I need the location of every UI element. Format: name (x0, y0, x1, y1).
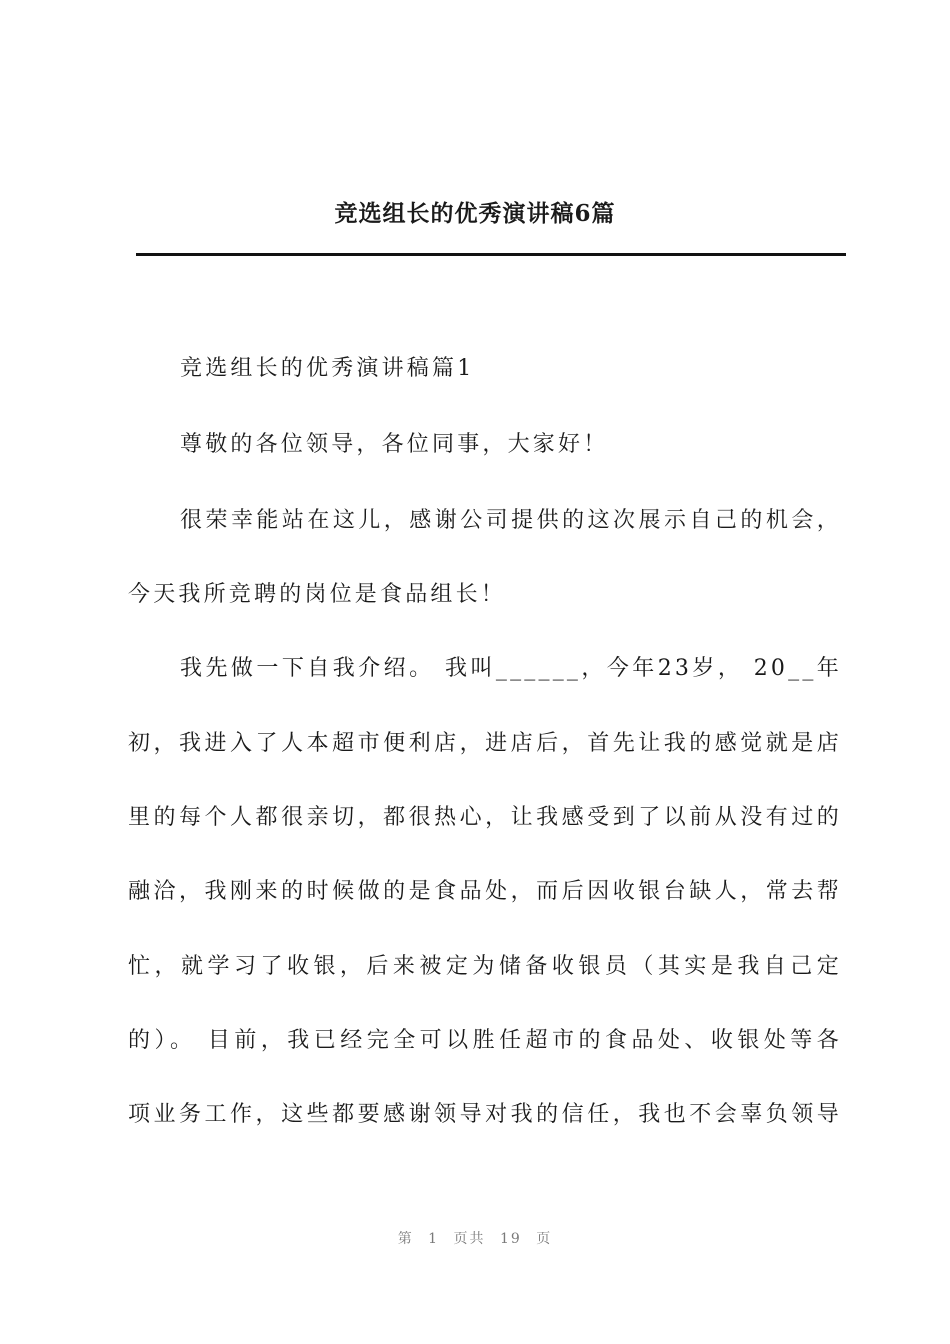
paragraph-line: 里的每个人都很亲切，都很热心，让我感受到了以前从没有过的 (128, 805, 842, 830)
paragraph-line: 我先做一下自我介绍。 我叫______，今年23岁， 20__年 (180, 656, 842, 681)
document-title: 竞选组长的优秀演讲稿6篇 (334, 200, 616, 227)
section-heading: 竞选组长的优秀演讲稿篇1 (180, 356, 475, 381)
paragraph-line: 今天我所竞聘的岗位是食品组长！ (128, 582, 507, 607)
paragraph-line: 忙，就学习了收银，后来被定为储备收银员（其实是我自己定 (128, 954, 842, 979)
paragraph-line: 的）。 目前，我已经完全可以胜任超市的食品处、收银处等各 (128, 1028, 842, 1053)
title-divider (136, 253, 846, 256)
paragraph-line: 很荣幸能站在这儿，感谢公司提供的这次展示自己的机会， (180, 508, 842, 533)
paragraph-line: 初，我进入了人本超市便利店，进店后，首先让我的感觉就是店 (128, 731, 842, 756)
greeting-line: 尊敬的各位领导，各位同事，大家好！ (180, 432, 609, 457)
paragraph-line: 项业务工作，这些都要感谢领导对我的信任，我也不会辜负领导 (128, 1102, 842, 1127)
page-number-footer: 第 1 页共 19 页 (397, 1231, 553, 1247)
paragraph-line: 融洽，我刚来的时候做的是食品处，而后因收银台缺人，常去帮 (128, 879, 842, 904)
